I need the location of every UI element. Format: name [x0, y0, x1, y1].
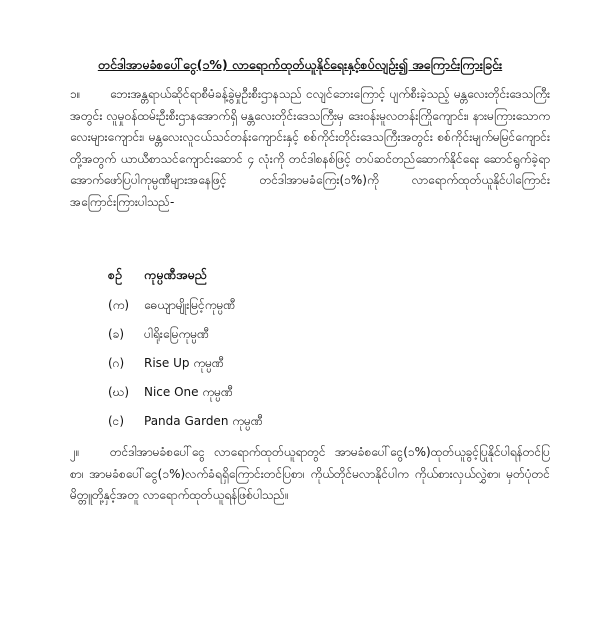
paragraph-1-number: ၁။ — [70, 87, 81, 101]
list-item-company-name: Rise Up ကုမ္ပဏီ — [144, 356, 225, 370]
list-item — [108, 295, 263, 324]
paragraph-1 — [70, 84, 550, 213]
list-header-company-name: ကုမ္ပဏီအမည် — [144, 267, 207, 282]
list-item-number: (င) — [108, 414, 125, 428]
list-item-company-name: ပါရိုးမြေကုမ္ပဏီ — [144, 327, 210, 341]
list-header-number: စဉ် — [108, 267, 122, 282]
paragraph-2 — [70, 442, 550, 507]
document-title: တင်ဒါအာမခံစပေါ်ငွေ(၁%) လာရောက်ထုတ်ယူနိုင်ရေးနှင့်စပ်လျဉ်း၍ အကြောင်းကြားခြင်း — [97, 57, 503, 72]
list-item-number: (ဂ) — [108, 356, 125, 370]
list-item-company-name: Panda Garden ကုမ္ပဏီ — [144, 414, 263, 428]
paragraph-2-text: တင်ဒါအာမခံစပေါ်ငွေ လာရောက်ထုတ်ယူရာတွင် အာမခံစပေါ်ငွေ(၁%)ထုတ်ယူခွင့်ပြုနိုင်ပါရန်တင်ပြစာ၊ အာမခံစပေါ်ငွေ(၁%)လက်ခံရရှိကြောင်းတင်ပြစာ၊ ကိုယ်တိုင်မလာနိုင်ပါက ကိုယ်စားလှယ်လွှဲစာ၊ မှတ်ပုံတင်မိတ္တူတို့နှင့်အတူ လာရောက်ထုတ်ယူရန်ဖြစ်ပါသည်။ — [70, 445, 550, 502]
list-item — [108, 382, 263, 411]
list-item-number: (ဃ) — [108, 385, 130, 399]
list-item-company-name: Nice One ကုမ္ပဏီ — [144, 385, 234, 399]
paragraph-1-text: ဘေးအန္တရာယ်ဆိုင်ရာစီမံခန့်ခွဲမှုဦးစီးဌာနသည် ငလျင်ဘေးကြောင့် ပျက်စီးခဲ့သည့် မန္တလေးတိုင်းဒေသကြီးအတွင်း လူမှုဝန်ထမ်းဦးစီးဌာနအောက်ရှိ မန္တလေးတိုင်းဒေသကြီးမှ ဒေးဝန်းမူလတန်းကြိုကျောင်း၊ နားမကြားသောကလေးများကျောင်း၊ မန္တလေးလူငယ်သင်တန်းကျောင်းနှင့် စစ်ကိုင်းတိုင်းဒေသကြီးအတွင်း စစ်ကိုင်းမျက်မမြင်ကျောင်းတို့အတွက် ယာယီစာသင်ကျောင်းဆောင် ၄ လုံးကို တင်ဒါစနစ်ဖြင့် တပ်ဆင်တည်ဆောက်နိုင်ရေး ဆောင်ရွက်ခဲ့ရာ အောက်ဖော်ပြပါကုမ္ပဏီများအနေဖြင့် တင်ဒါအာမခံကြေး(၁%)ကို လာရောက်ထုတ်ယူနိုင်ပါကြောင်း အကြောင်းကြားပါသည်- — [70, 87, 550, 209]
company-list — [108, 295, 263, 440]
paragraph-2-number: ၂။ — [70, 445, 80, 459]
list-item — [108, 353, 263, 382]
list-item — [108, 324, 263, 353]
list-item-number: (ခ) — [108, 327, 125, 341]
list-item — [108, 411, 263, 440]
list-item-number: (က) — [108, 298, 130, 312]
list-item-company-name: ဓေယျာမျိုးမြင့်ကုမ္ပဏီ — [144, 298, 236, 312]
company-list-header — [108, 265, 207, 285]
